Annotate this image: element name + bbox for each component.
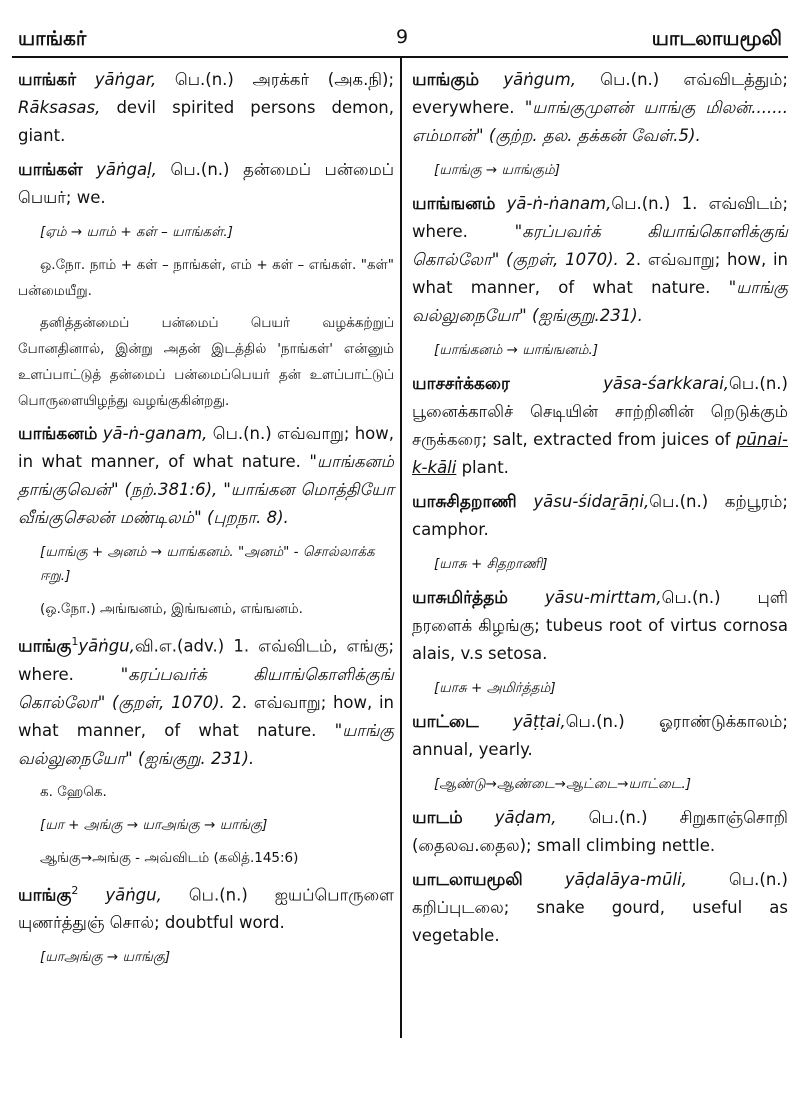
definition: எவ்விடத்தும்; everywhere.	[412, 70, 788, 117]
headword: யாங்கு	[18, 885, 72, 905]
part-of-speech: பெ.(n.)	[170, 160, 230, 179]
quotation: "யாங்குமுளன் யாங்கு மிலன்....... எம்மான்"	[412, 98, 788, 145]
transliteration: yāḍam,	[494, 808, 557, 827]
definition: கறிப்புடலை; snake gourd, useful as vegetable.	[412, 898, 788, 945]
entry-yangnanam	[412, 190, 788, 330]
definition: devil spirited persons demon, giant.	[18, 98, 394, 145]
definition: புளி நரளைக் கிழங்கு; tubeus root of virtus cornosa alais, v.s setosa.	[412, 588, 788, 663]
headword: யாசசர்க்கரை	[412, 374, 510, 394]
transliteration: yāṅgum,	[503, 70, 576, 89]
homonym-number: 2	[71, 883, 79, 897]
definition: ஓராண்டுக்காலம்; annual, yearly.	[412, 712, 788, 759]
definition: சிறுகாஞ்சொறி (தைலவ.தைல); small climbing nettle.	[412, 808, 789, 855]
headword: யாங்கர்	[18, 70, 77, 90]
cognate-note: க. ஹேகெ.	[40, 783, 107, 800]
etymology-note: [யாங்கு → யாங்கும்]	[434, 162, 561, 178]
etymology-note: [யாசு + சிதறாணி]	[434, 556, 548, 572]
entry-yasasarkkarai	[412, 370, 788, 482]
definition: 2. எவ்வாறு; how, in what manner, of what nature.	[18, 692, 394, 740]
cross-reference-note: ஆங்கு→அங்கு - அவ்விடம் (கலித்.145:6)	[40, 849, 299, 866]
page-number: 9	[395, 26, 409, 48]
headword: யாடலாயமூலி	[412, 870, 523, 890]
comparison-note: (ஒ.நோ.) அங்ஙனம், இங்ஙனம், எங்ஙனம்.	[40, 601, 303, 617]
definition: அரக்கர் (அக.நி);	[252, 70, 395, 89]
source-citation: (ஐங்குறு.231).	[526, 306, 643, 325]
headword: யாங்ஙனம்	[412, 194, 496, 214]
quotation: "கரப்பவர்க் கியாங்கொளிக்குங் கொல்லோ"	[412, 222, 788, 269]
column-divider	[400, 58, 402, 1038]
headword: யாட்டை	[412, 712, 479, 732]
headword: யாங்கள்	[18, 160, 83, 180]
etymology-note: [ஏம் → யாம் + கள் – யாங்கள்.]	[40, 224, 233, 240]
entry-yangal	[18, 156, 394, 212]
part-of-speech: பெ.(n.)	[212, 424, 272, 443]
transliteration: yā-ṅ-ganam,	[102, 424, 208, 443]
transliteration: yāṅgu,	[105, 885, 162, 904]
transliteration: yāsu-mirttam,	[544, 588, 662, 607]
part-of-speech: பெ.(n.)	[600, 70, 660, 89]
headword: யாசுசிதறாணி	[412, 492, 517, 512]
part-of-speech: பெ.(n.)	[729, 374, 788, 393]
homonym-number: 1	[71, 635, 79, 648]
headword: யாடம்	[412, 808, 463, 828]
etymology-note: [யாஅங்கு → யாங்கு]	[40, 949, 171, 965]
part-of-speech: பெ.(n.)	[611, 194, 671, 213]
part-of-speech: பெ.(n.)	[649, 492, 709, 511]
definition: எவ்வாறு; how, in what manner, of what nature.	[18, 424, 395, 471]
transliteration: yāṅgar,	[94, 70, 157, 89]
transliteration: yāṅgu,	[78, 636, 135, 656]
etymology-note: [யா + அங்கு → யாஅங்கு → யாங்கு]	[40, 816, 268, 833]
part-of-speech: பெ.(n.)	[174, 70, 234, 89]
usage-note: தனித்தன்மைப் பன்மைப் பெயர் வழக்கற்றுப் போனதினால், இன்று அதன் இடத்தில் 'நாங்கள்' என்னும் உளப்பாட்டுத் தன்மைப் பன்மைப்பெயர் தன் உளப்பாட்டுப் பொருளையிழந்து வழங்குகின்றது.	[18, 315, 394, 409]
part-of-speech: பெ.(n.)	[729, 870, 788, 889]
page-header	[0, 0, 800, 56]
right-column	[412, 60, 788, 952]
definition: பூனைக்காலிச் செடியின் சாற்றினின் றெடுக்கும் சருக்கரை; salt, extracted from juices of	[412, 402, 788, 449]
entry-yangum	[412, 66, 788, 150]
definition: 1. எவ்விடம், எங்கு; where.	[18, 636, 394, 684]
part-of-speech: வி.எ.(adv.)	[134, 636, 225, 656]
etymology-note: [யாங்கு + அனம் → யாங்கனம். "அனம்" - சொல்லாக்க ஈறு.]	[40, 544, 375, 584]
source-citation: (ஐங்குறு. 231).	[132, 748, 255, 768]
transliteration: Rāksasas,	[18, 98, 101, 117]
part-of-speech: பெ.(n.)	[661, 588, 721, 607]
definition: கற்பூரம்; camphor.	[412, 492, 788, 539]
headword: யாங்கு	[18, 636, 72, 657]
etymology-note: [ஆண்டு→ஆண்டை→ஆட்டை→யாட்டை.]	[434, 776, 692, 792]
source-citation: (குறள், 1070).	[105, 692, 225, 712]
entry-yasusidarani	[412, 488, 788, 544]
quotation: "யாங்கனம் தாங்குவென்"	[18, 452, 394, 499]
transliteration: yāṅgaḷ,	[96, 160, 157, 179]
definition: ஐயப்பொருளை யுணர்த்துஞ் சொல்; doubtful word.	[18, 885, 394, 932]
definition: 1. எவ்விடம்; where.	[412, 194, 788, 241]
headword: யாங்கும்	[412, 70, 480, 90]
entry-yasumirttam	[412, 584, 788, 668]
part-of-speech: பெ.(n.)	[188, 885, 248, 904]
quotation: "யாங்கு வல்லுநையோ"	[18, 720, 394, 768]
transliteration: pūnai-k-kāli	[412, 430, 788, 477]
header-right-guideword: யாடலாயமூலி	[651, 26, 782, 50]
entry-yattai	[412, 708, 788, 764]
transliteration: yāḍalāya-mūli,	[564, 870, 687, 889]
transliteration: yāṭṭai,	[512, 712, 566, 731]
quotation: "யாங்கு வல்லுநையோ"	[412, 278, 788, 325]
entry-yadam	[412, 804, 788, 860]
etymology-note: [யாங்கனம் → யாங்ஙனம்.]	[434, 342, 598, 358]
part-of-speech: பெ.(n.)	[588, 808, 648, 827]
transliteration: yā-ṅ-ṅanam,	[506, 194, 612, 213]
quotation: "யாங்கன மொத்தியோ வீங்குசெலன் மண்டிலம்"	[18, 480, 394, 527]
entry-yadalayamuli	[412, 866, 788, 950]
source-citation: (குற்ற. தல. தக்கன் வேள்.5).	[483, 126, 701, 145]
headword: யாசுமிர்த்தம்	[412, 588, 508, 608]
transliteration: yāsa-śarkkarai,	[603, 374, 730, 393]
definition: தன்மைப் பன்மைப் பெயர்; we.	[18, 160, 395, 207]
entry-yangu-1	[18, 628, 394, 773]
source-citation: (நற்.381:6),	[118, 480, 224, 499]
entry-yangu-2	[18, 877, 394, 938]
left-column	[18, 60, 394, 977]
source-citation: (குறள், 1070).	[499, 250, 619, 269]
headword: யாங்கனம்	[18, 424, 98, 444]
header-left-guideword: யாங்கர்	[18, 26, 87, 50]
definition: 2. எவ்வாறு; how, in what manner, of what nature.	[412, 250, 788, 297]
definition: plant.	[456, 458, 509, 477]
etymology-note: [யாசு + அமிர்த்தம்]	[434, 680, 556, 696]
quotation: "கரப்பவர்க் கியாங்கொளிக்குங் கொல்லோ"	[18, 664, 394, 712]
comparison-note: ஒ.நோ. நாம் + கள் – நாங்கள், எம் + கள் – எங்கள். "கள்" பன்மையீறு.	[18, 257, 394, 299]
entry-yanganam	[18, 420, 394, 532]
transliteration: yāsu-śidaṟāṇi,	[533, 492, 650, 511]
entry-yangar	[18, 66, 394, 150]
part-of-speech: பெ.(n.)	[565, 712, 625, 731]
source-citation: (புறநா. 8).	[201, 508, 289, 527]
